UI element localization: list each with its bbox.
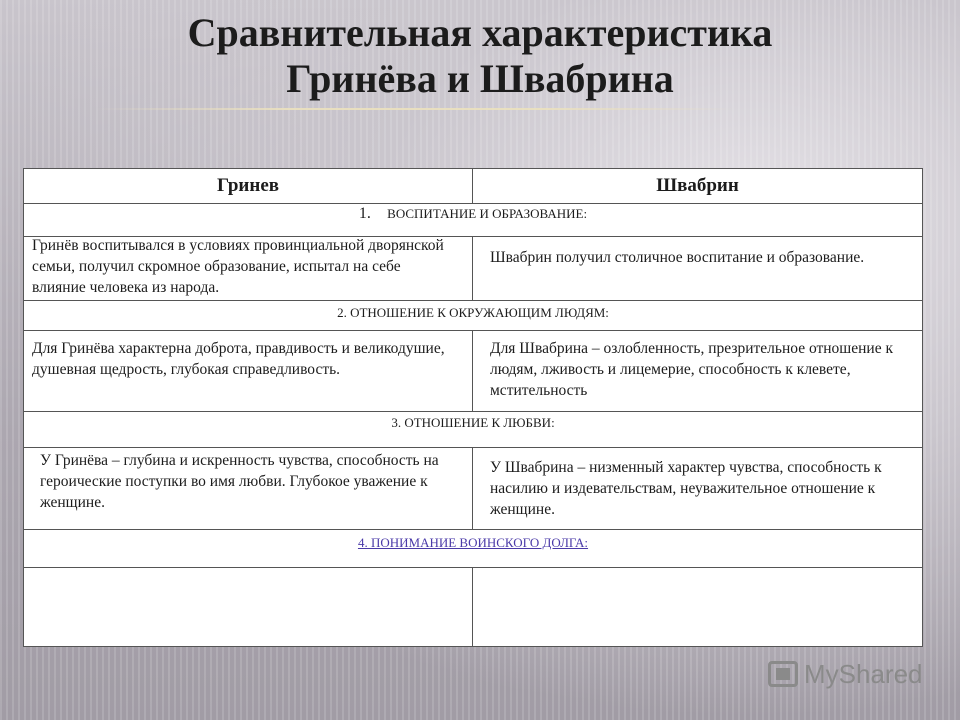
- row-divider: [24, 529, 922, 530]
- header-grinev: Гринев: [216, 175, 280, 196]
- header-shvabrin: Швабрин: [656, 175, 739, 196]
- section-3-shvabrin-text: У Швабрина – низменный характер чувства, способность к насилию и издевательствам, неуважительное отношение к женщине.: [490, 459, 882, 518]
- row-divider: [24, 300, 922, 301]
- title-line-2: Гринёва и Швабрина: [286, 56, 674, 101]
- watermark: [768, 657, 923, 691]
- comparison-table: [23, 168, 923, 647]
- section-2-grinev-text: Для Гринёва характерна доброта, правдивость и великодушие, душевная щедрость, глубокая справедливость.: [32, 340, 445, 378]
- row-divider: [24, 330, 922, 331]
- section-2-shvabrin-text: Для Швабрина – озлобленность, презрительное отношение к людям, лживость и лицемерие, способность к клевете, мстительность: [490, 340, 893, 399]
- section-1-shvabrin-text: Швабрин получил столичное воспитание и образование.: [490, 249, 865, 266]
- section-1-label: ВОСПИТАНИЕ И ОБРАЗОВАНИЕ:: [387, 206, 588, 221]
- row-divider: [24, 447, 922, 448]
- section-3-title: [24, 415, 922, 431]
- myshared-logo-icon: [768, 661, 798, 687]
- section-1-number: 1.: [358, 205, 371, 222]
- slide-title: [0, 10, 960, 102]
- section-1-title: [24, 205, 922, 223]
- column-divider: [472, 447, 473, 529]
- section-1-grinev-text: Гринёв воспитывался в условиях провинциальной дворянской семьи, получил скромное образование, испытал на себе влияние человека из народа.: [32, 237, 444, 296]
- section-4-label[interactable]: 4. ПОНИМАНИЕ ВОИНСКОГО ДОЛГА:: [357, 535, 589, 550]
- section-4-shvabrin-cell: [473, 568, 922, 646]
- section-3-grinev-text: У Гринёва – глубина и искренность чувства, способность на героические поступки во имя любви. Глубокое уважение к женщине.: [40, 452, 439, 511]
- section-4-title: [24, 535, 922, 551]
- section-2-number: 2.: [337, 305, 347, 320]
- row-divider: [24, 411, 922, 412]
- column-divider: [472, 169, 473, 203]
- column-divider: [472, 236, 473, 300]
- title-line-1: Сравнительная характеристика: [187, 10, 773, 55]
- column-divider: [472, 330, 473, 411]
- row-divider: [24, 203, 922, 204]
- watermark-text: MyShared: [804, 658, 923, 689]
- section-2-title: [24, 305, 922, 321]
- section-2-label: ОТНОШЕНИЕ К ОКРУЖАЮЩИМ ЛЮДЯМ:: [350, 305, 609, 320]
- section-3-number: 3.: [391, 415, 402, 430]
- title-underline: [95, 108, 735, 110]
- section-4-grinev-cell: [24, 568, 472, 646]
- section-3-label: ОТНОШЕНИЕ К ЛЮБВИ:: [404, 415, 555, 430]
